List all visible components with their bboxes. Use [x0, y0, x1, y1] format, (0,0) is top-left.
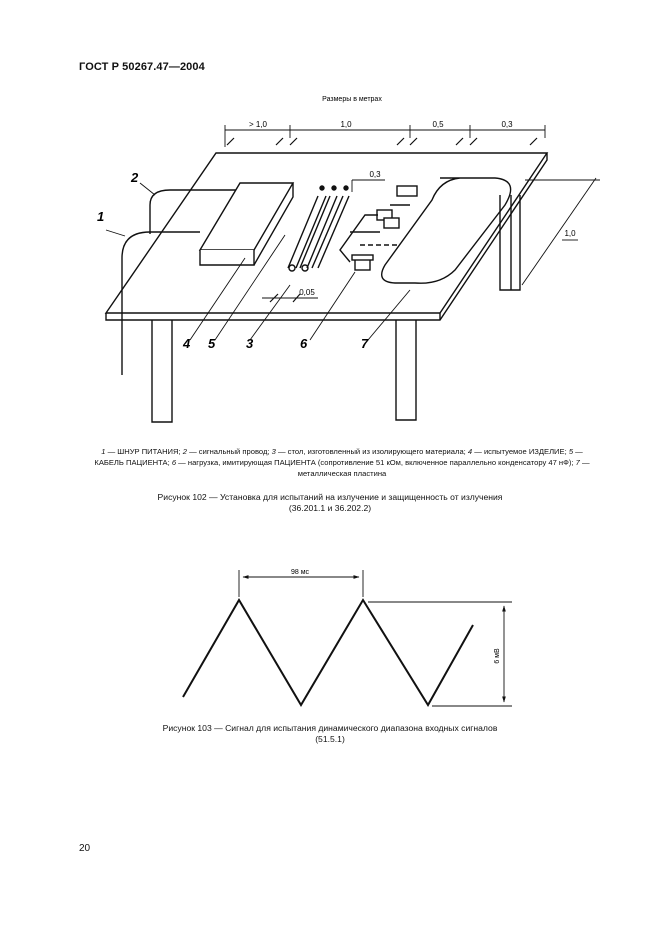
callout-1: 2 — [131, 170, 139, 185]
amplitude-label: 6 мВ — [494, 648, 501, 664]
figure-103-caption: Рисунок 103 — Сигнал для испытания динамического диапазона входных сигналов (51.5.1) — [162, 723, 498, 744]
callout-2: 1 — [97, 209, 105, 224]
dim-small: 0,05 — [299, 288, 315, 297]
period-label: 98 мс — [290, 569, 310, 576]
figure-102-drawing — [0, 85, 661, 435]
dim-gap: 0,3 — [369, 170, 381, 179]
triangle-waveform — [183, 600, 473, 705]
document-header: ГОСТ Р 50267.47—2004 — [79, 61, 205, 73]
units-note: Размеры в метрах — [322, 96, 382, 103]
figure-102-caption: Рисунок 102 — Установка для испытаний на излучение и защищенность от излучения (36.201.1 и 36.202.2) — [157, 492, 503, 513]
callout-7: 7 — [361, 336, 369, 351]
dim-3: 0,5 — [432, 120, 444, 129]
callout-4: 5 — [208, 336, 216, 351]
dim-1: > 1,0 — [248, 120, 268, 129]
figure-102-legend: 1 — ШНУР ПИТАНИЯ; 2 — сигнальный провод; 3 — стол, изготовленный из изолирующего материала; 4 — испытуемое ИЗДЕЛИЕ; 5 — КАБЕЛЬ ПАЦИЕНТА; 6 — нагрузка, имитирующая ПАЦИЕНТА (сопротивление 51 кОм, включенное параллельно конденсатору 47 нФ); 7 — металлическая пластина — [94, 447, 590, 478]
callout-6: 6 — [300, 336, 308, 351]
dim-depth: 1,0 — [564, 229, 576, 238]
dim-2: 1,0 — [340, 120, 352, 129]
dim-4: 0,3 — [501, 120, 513, 129]
page-number: 20 — [79, 843, 91, 854]
callout-5: 3 — [246, 336, 254, 351]
figure-103-drawing — [0, 560, 661, 715]
callout-3: 4 — [183, 336, 191, 351]
